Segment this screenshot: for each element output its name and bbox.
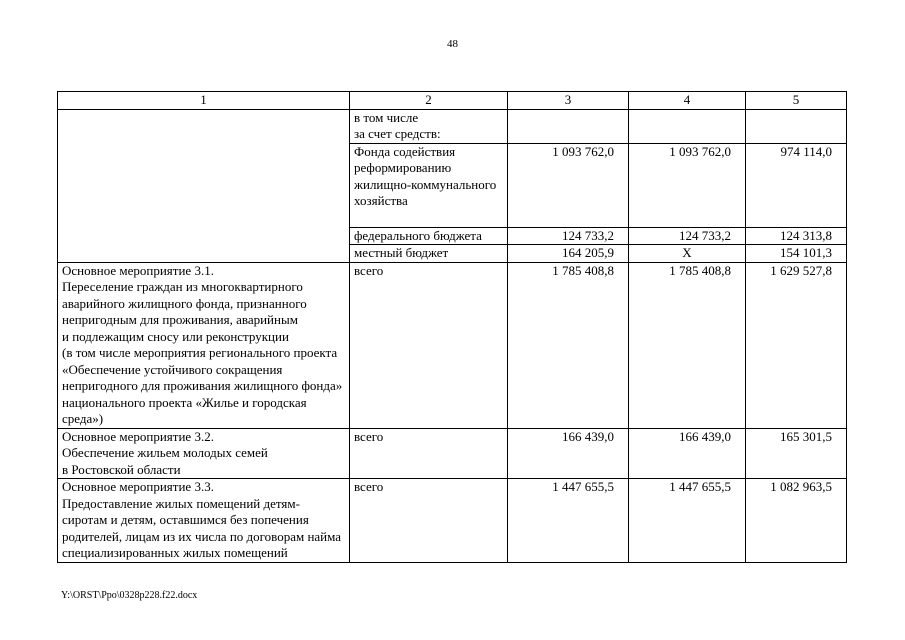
table-cell-value: 1 447 655,5 (629, 479, 746, 563)
table-cell-value: 1 093 762,0 (629, 143, 746, 227)
table-cell-value (746, 109, 847, 143)
table-cell-value: Х (629, 245, 746, 263)
table-cell-value (629, 109, 746, 143)
column-header-4: 4 (629, 92, 746, 110)
table-cell-value: 974 114,0 (746, 143, 847, 227)
table-cell-source: всего (350, 428, 508, 479)
table-cell-value: 166 439,0 (508, 428, 629, 479)
table-cell-source: всего (350, 479, 508, 563)
table-row (58, 262, 847, 428)
table-cell-measure: Основное мероприятие 3.3. Предоставление жилых помещений детям-сиротам и детям, оставшимся без попечения родителей, лицам из их числа по договорам найма специализированных жилых помещений (58, 479, 350, 563)
column-header-2: 2 (350, 92, 508, 110)
column-header-3: 3 (508, 92, 629, 110)
table-cell-value: 1 785 408,8 (629, 262, 746, 428)
table-cell-source: в том числе за счет средств: (350, 109, 508, 143)
table-cell-measure (58, 109, 350, 262)
table-cell-value (508, 109, 629, 143)
table-cell-value: 1 447 655,5 (508, 479, 629, 563)
table-cell-source: местный бюджет (350, 245, 508, 263)
table-cell-value: 1 082 963,5 (746, 479, 847, 563)
table-cell-value: 1 629 527,8 (746, 262, 847, 428)
table-cell-value: 166 439,0 (629, 428, 746, 479)
table-cell-source: Фонда содействия реформированию жилищно-коммунального хозяйства (350, 143, 508, 227)
table-cell-value: 124 733,2 (629, 227, 746, 245)
table-row (58, 428, 847, 479)
table-cell-value: 124 733,2 (508, 227, 629, 245)
table-cell-source: федерального бюджета (350, 227, 508, 245)
table-cell-measure: Основное мероприятие 3.1. Переселение граждан из многоквартирного аварийного жилищного фонда, признанного непригодным для проживания, аварийным и подлежащим сносу или реконструкции (в том числе мероприятия регионального проекта «Обеспечение устойчивого сокращения непригодного для проживания жилищного фонда» национального проекта «Жилье и городская среда») (58, 262, 350, 428)
table-cell-value: 1 785 408,8 (508, 262, 629, 428)
table-cell-measure: Основное мероприятие 3.2. Обеспечение жильем молодых семей в Ростовской области (58, 428, 350, 479)
table-header-row (58, 92, 847, 110)
table-cell-value: 1 093 762,0 (508, 143, 629, 227)
footer-file-path: Y:\ORST\Ppo\0328p228.f22.docx (61, 590, 198, 601)
table-cell-value: 154 101,3 (746, 245, 847, 263)
budget-table (57, 91, 847, 563)
column-header-1: 1 (58, 92, 350, 110)
table-row (58, 479, 847, 563)
page-number: 48 (447, 38, 458, 50)
table-cell-value: 124 313,8 (746, 227, 847, 245)
table-cell-source: всего (350, 262, 508, 428)
table-row (58, 109, 847, 143)
table-cell-value: 164 205,9 (508, 245, 629, 263)
column-header-5: 5 (746, 92, 847, 110)
table-cell-value: 165 301,5 (746, 428, 847, 479)
